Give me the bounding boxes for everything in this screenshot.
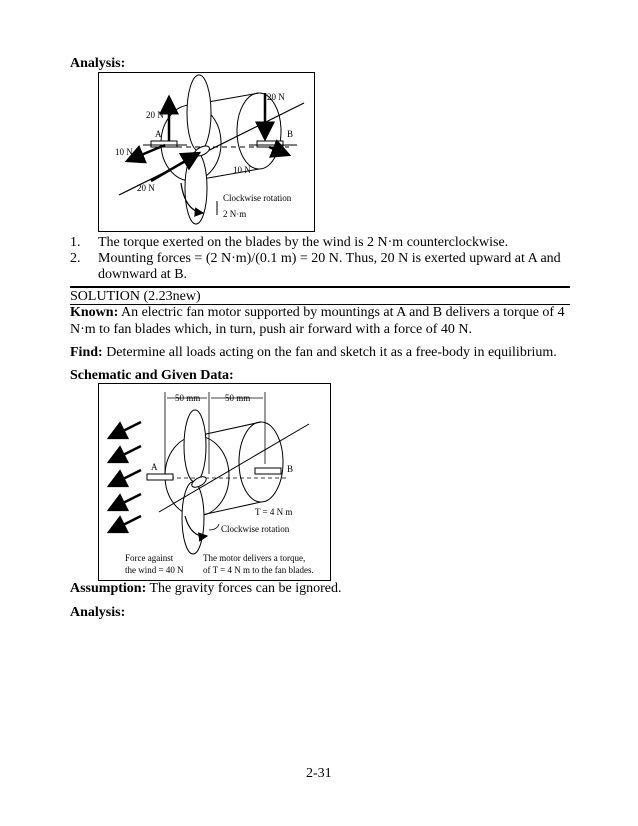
- wind-arrow: [109, 516, 141, 532]
- fan-blade-bottom: [185, 152, 207, 224]
- known-paragraph: [70, 304, 570, 338]
- label-clockwise-rotation: Clockwise rotation: [221, 524, 290, 534]
- label-20n-up: 20 N: [146, 110, 164, 120]
- list-item-text: Mounting forces = (2 N·m)/(0.1 m) = 20 N. Thus, 20 N is exerted upward at A and downward at B.: [98, 251, 561, 282]
- analysis-heading-2: Analysis:: [70, 605, 126, 620]
- label-motor-line1: The motor delivers a torque,: [203, 553, 306, 563]
- figure-fan-schematic: [98, 383, 331, 581]
- label-torque: T = 4 N m: [255, 507, 293, 517]
- list-item: [70, 251, 590, 283]
- figure-fan-forces: [98, 72, 315, 232]
- wind-arrow: [109, 446, 141, 462]
- motor-housing-back: [239, 422, 283, 502]
- known-text: An electric fan motor supported by mountings at A and B delivers a torque of 4 N·m to fan blades which, in turn, push air forward with a force of 40 N.: [70, 305, 565, 337]
- list-item: [70, 235, 590, 251]
- mount-b: [255, 468, 281, 474]
- label-20n-top-right: 20 N: [267, 92, 285, 102]
- list-item-text: The torque exerted on the blades by the wind is 2 N·m counterclockwise.: [98, 235, 509, 250]
- section-divider: [70, 286, 570, 288]
- list-item-number: 2.: [70, 251, 81, 266]
- assumption-label: Assumption:: [70, 581, 147, 596]
- fan-blade-top: [187, 75, 211, 151]
- known-label: Known:: [70, 305, 119, 320]
- label-point-b: B: [287, 464, 294, 474]
- label-dim-left: 50 mm: [175, 393, 201, 403]
- label-clockwise-rotation: Clockwise rotation: [223, 193, 292, 203]
- analysis-list: [70, 235, 590, 283]
- assumption-paragraph: [70, 580, 570, 597]
- mount-a: [147, 474, 173, 480]
- wind-arrow: [109, 470, 141, 486]
- assumption-text: The gravity forces can be ignored.: [146, 581, 342, 596]
- label-motor-line2: of T = 4 N m to the fan blades.: [203, 565, 314, 575]
- find-text: Determine all loads acting on the fan and sketch it as a free-body in equilibrium.: [102, 345, 557, 360]
- list-item-number: 1.: [70, 235, 81, 250]
- label-20n-wind: 20 N: [137, 183, 155, 193]
- label-10n-left: 10 N: [115, 147, 133, 157]
- fan-blade-top: [184, 410, 206, 482]
- label-wind-line1: Force against: [125, 553, 174, 563]
- label-10n-right: 10 N: [233, 165, 251, 175]
- analysis-heading: Analysis:: [70, 56, 126, 71]
- label-point-b: B: [287, 129, 294, 139]
- schematic-heading: Schematic and Given Data:: [70, 368, 234, 383]
- find-paragraph: [70, 344, 570, 361]
- find-label: Find:: [70, 345, 103, 360]
- label-dim-right: 50 mm: [225, 393, 251, 403]
- solution-title: SOLUTION (2.23new): [70, 289, 201, 304]
- label-point-a: A: [155, 129, 162, 139]
- label-torque: 2 N·m: [223, 209, 247, 219]
- wind-arrow: [109, 422, 141, 438]
- motor-housing-back: [237, 93, 281, 169]
- wind-arrow: [109, 494, 141, 510]
- label-wind-line2: the wind = 40 N: [125, 565, 184, 575]
- label-point-a: A: [151, 462, 158, 472]
- page-number: 2-31: [306, 766, 332, 781]
